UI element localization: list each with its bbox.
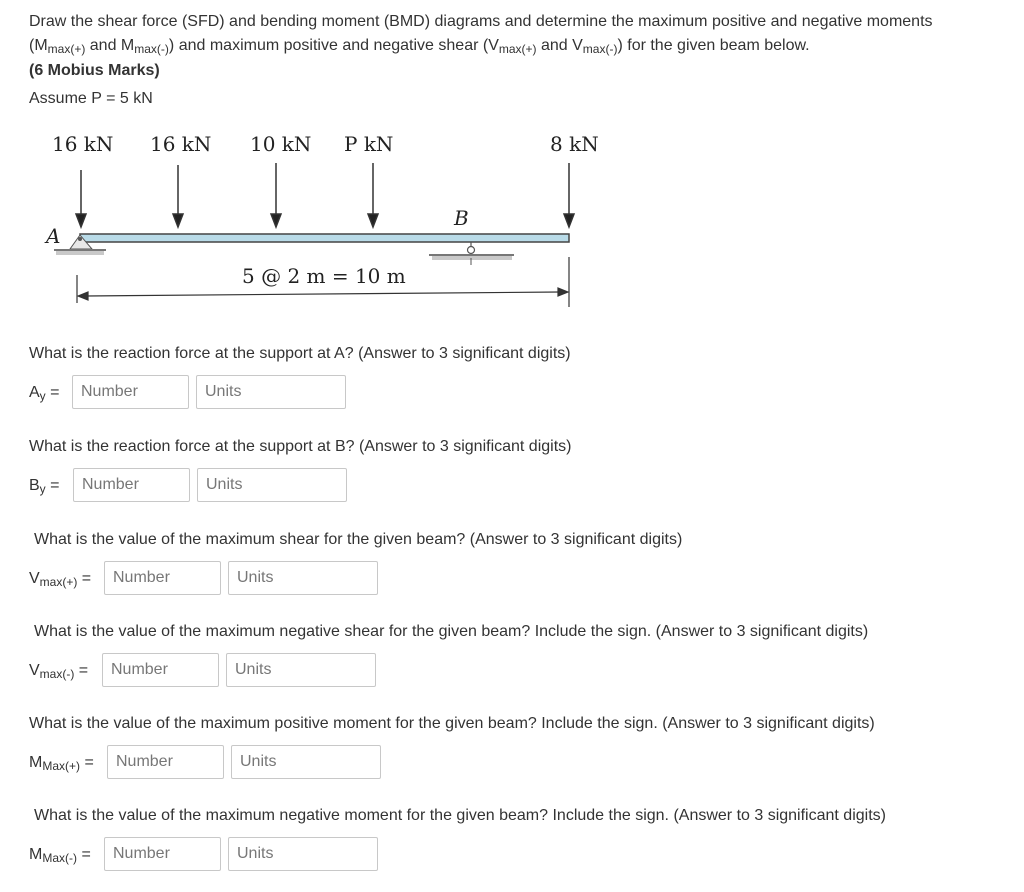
load-label-2: 16 kN <box>150 132 212 156</box>
support-a-label: A <box>46 224 61 248</box>
answer-label-mmax-neg: $M_{Max(-)}$ = <box>29 846 91 865</box>
load-label-1: 16 kN <box>52 132 114 156</box>
beam <box>80 234 569 242</box>
load-arrow-5 <box>564 163 574 227</box>
ay-number-input[interactable] <box>72 375 189 409</box>
load-label-5: 8 kN <box>550 132 599 156</box>
span-label: 5 @ 2 m = 10 m <box>242 264 406 288</box>
vmax-pos-number-input[interactable] <box>104 561 221 595</box>
assumption-text: Assume P = 5 kN <box>29 90 153 107</box>
question-text: What is the reaction force at the support at A? (Answer to 3 significant digits) <box>29 345 571 362</box>
load-label-3: 10 kN <box>250 132 312 156</box>
load-arrow-2 <box>173 165 183 227</box>
marks-label: (6 Mobius Marks) <box>29 62 160 79</box>
problem-line-1: Draw the shear force (SFD) and bending moment (BMD) diagrams and determine the maximum positive and negative moments <box>29 13 933 30</box>
problem-line-2: ($M_{max(+)}$ and $M_{max(-)}$) and maximum positive and negative shear ($V_{max(+)}$ and $V_{max(-)}$) for the given beam below. <box>29 37 810 56</box>
vmax-neg-units-input[interactable] <box>226 653 376 687</box>
mmax-pos-units-input[interactable] <box>231 745 381 779</box>
beam-diagram <box>40 125 640 315</box>
answer-label-ay: $A_y$ = <box>29 384 60 403</box>
roller-support-b <box>429 242 514 265</box>
mmax-neg-number-input[interactable] <box>104 837 221 871</box>
load-arrow-3 <box>271 163 281 227</box>
ay-units-input[interactable] <box>196 375 346 409</box>
question-text: What is the value of the maximum negative shear for the given beam? Include the sign. (Answer to 3 significant digits) <box>34 623 869 640</box>
support-b-label: B <box>454 206 469 230</box>
question-text: What is the value of the maximum negative moment for the given beam? Include the sign. (Answer to 3 significant digits) <box>34 807 886 824</box>
by-units-input[interactable] <box>197 468 347 502</box>
question-text: What is the value of the maximum shear for the given beam? (Answer to 3 significant digits) <box>34 531 683 548</box>
vmax-neg-number-input[interactable] <box>102 653 219 687</box>
answer-label-vmax-pos: $V_{max(+)}$ = <box>29 570 92 589</box>
mmax-pos-number-input[interactable] <box>107 745 224 779</box>
mmax-neg-units-input[interactable] <box>228 837 378 871</box>
answer-label-vmax-neg: $V_{max(-)}$ = <box>29 662 89 681</box>
question-text: What is the reaction force at the support at B? (Answer to 3 significant digits) <box>29 438 572 455</box>
load-arrow-1 <box>76 170 86 227</box>
answer-label-by: $B_y$ = <box>29 477 60 496</box>
vmax-pos-units-input[interactable] <box>228 561 378 595</box>
problem-statement <box>29 10 1009 58</box>
load-label-4: P kN <box>344 132 394 156</box>
by-number-input[interactable] <box>73 468 190 502</box>
answer-label-mmax-pos: $M_{Max(+)}$ = <box>29 754 94 773</box>
question-text: What is the value of the maximum positive moment for the given beam? Include the sign. (Answer to 3 significant digits) <box>29 715 875 732</box>
load-arrow-4 <box>368 163 378 227</box>
